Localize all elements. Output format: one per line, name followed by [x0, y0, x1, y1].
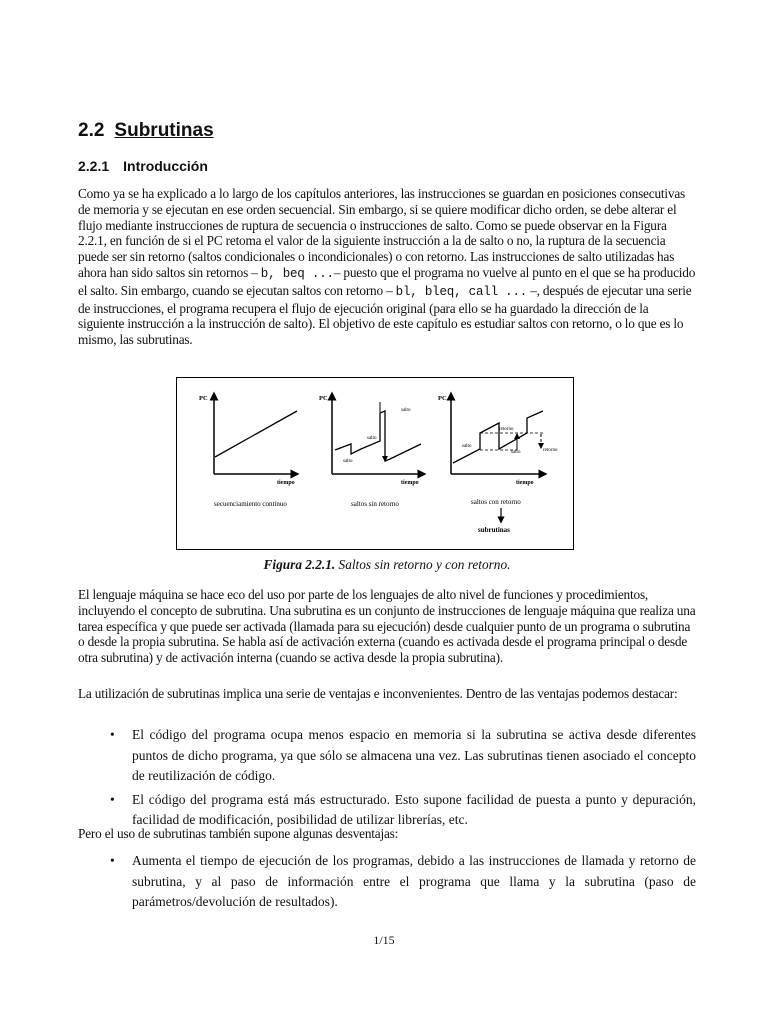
- intro-text-2: – puesto que el programa no vuelve al punto en el que se ha producido el salto. Sin embargo, cuando se ejecutan saltos con retorno –: [78, 264, 696, 298]
- subsection-heading: [78, 158, 208, 174]
- graph1-pc-label: PC: [199, 395, 208, 402]
- subsection-number: 2.2.1: [78, 158, 110, 174]
- graph3-line: [453, 411, 543, 463]
- graph2-salto-2: salto: [367, 436, 377, 441]
- graph3-subrutinas: subrutinas: [478, 526, 510, 534]
- graph3-salto-1: salto: [462, 444, 472, 449]
- subsection-title: Introducción: [123, 158, 208, 174]
- disadvantages-list: [110, 851, 696, 913]
- graph2-time-label: tiempo: [401, 480, 419, 486]
- graph1-line: [215, 411, 297, 457]
- list-item: • Aumenta el tiempo de ejecución de los programas, debido a las instrucciones de llamada y retorno de subrutina, y al paso de información entre el programa que llama y la subrutina (paso de parámetros/devolución de resultados).: [110, 853, 696, 909]
- intro-text-1: Como ya se ha explicado a lo largo de los capítulos anteriores, las instrucciones se guardan en posiciones consecutivas de memoria y se ejecutan en ese orden secuencial. Sin embargo, si se quiere modificar dicho orden, se debe alterar el flujo mediante instrucciones de ruptura de secuencia o instrucciones de salto. Como se puede observar en la Figura 2.2.1, en función de si el PC retoma el valor de la siguiente instrucción a la de salto o no, la ruptura de la secuencia puede ser sin retorno (saltos condicionales o incondicionales) o con retorno. Las instrucciones de salto utilizadas has ahora han sido saltos sin retornos –: [78, 186, 686, 280]
- list-item: • El código del programa está más estructurado. Esto supone facilidad de puesta a punto y depuración, facilidad de modificación, posibilidad de utilizar librerías, etc.: [110, 791, 696, 827]
- graph3-retorno-2: retorno: [543, 448, 558, 453]
- graph-no-return: [319, 395, 422, 508]
- graph3-salto-2: salto: [511, 450, 521, 455]
- figure-box: [176, 377, 574, 550]
- section-heading: [78, 120, 214, 142]
- intro-code-1: b, beq ...: [260, 266, 334, 281]
- graph2-caption: saltos sin retorno: [351, 500, 399, 508]
- graph1-time-label: tiempo: [277, 480, 295, 486]
- graph-with-return: [438, 395, 558, 534]
- bullet-mark: •: [110, 853, 115, 868]
- figure-caption-number: Figura 2.2.1.: [263, 557, 336, 572]
- graph2-salto-3: salto: [401, 408, 411, 413]
- intro-code-2: bl, bleq, call ...: [395, 284, 528, 299]
- graph2-salto-1: salto: [343, 459, 353, 464]
- intro-paragraph: [78, 186, 696, 348]
- figure-caption: [78, 557, 696, 573]
- page-number: 1/15: [373, 933, 395, 947]
- jump-diagram: [177, 378, 575, 551]
- graph2-pc-label: PC: [319, 395, 328, 402]
- graph3-pc-label: PC: [438, 395, 447, 402]
- graph3-caption: saltos con retorno: [471, 498, 521, 506]
- advantages-list: [110, 725, 696, 831]
- bullet-mark: •: [110, 791, 115, 807]
- bullet-mark: •: [110, 727, 115, 742]
- paragraph-subroutine-definition: El lenguaje máquina se hace eco del uso por parte de los lenguajes de alto nivel de funciones y procedimientos, incluyendo el concepto de subrutina. Una subrutina es un conjunto de instrucciones de lenguaje máquina que realiza una tarea específica y que puede ser activada (llamada para su ejecución) desde cualquier punto de un programa o subrutina o desde la propia subrutina. Se habla así de activación externa (cuando es activada desde el programa principal o desde otra subrutina) y de activación interna (cuando se activa desde la propia subrutina).: [78, 587, 696, 666]
- graph2-line: [335, 411, 421, 461]
- paragraph-disadvantages-intro: Pero el uso de subrutinas también supone algunas desventajas:: [78, 826, 399, 841]
- section-title: Subrutinas: [114, 120, 214, 141]
- section-number: 2.2: [78, 120, 105, 141]
- figure-caption-text: Saltos sin retorno y con retorno.: [335, 557, 511, 572]
- paragraph-advantages-intro: La utilización de subrutinas implica una serie de ventajas e inconvenientes. Dentro de las ventajas podemos destacar:: [78, 686, 678, 701]
- graph1-caption: secuenciamiento continuo: [214, 500, 287, 508]
- graph-sequential: [199, 395, 297, 508]
- list-item: • El código del programa ocupa menos espacio en memoria si la subrutina se activa desde diferentes puntos de dicho programa, ya que sólo se almacena una vez. Las subrutinas tienen asociado el concepto de reutilización de código.: [110, 727, 696, 783]
- intro-text-3: –, después de ejecutar una serie de instrucciones, el programa recupera el flujo de ejecución original (para ello se ha guardado la dirección de la siguiente instrucción a la instrucción de salto). El objetivo de este capítulo es estudiar saltos con retorno, o lo que es lo mismo, las subrutinas.: [78, 282, 692, 348]
- graph3-retorno-1: retorno: [499, 427, 514, 432]
- graph3-time-label: tiempo: [516, 480, 534, 486]
